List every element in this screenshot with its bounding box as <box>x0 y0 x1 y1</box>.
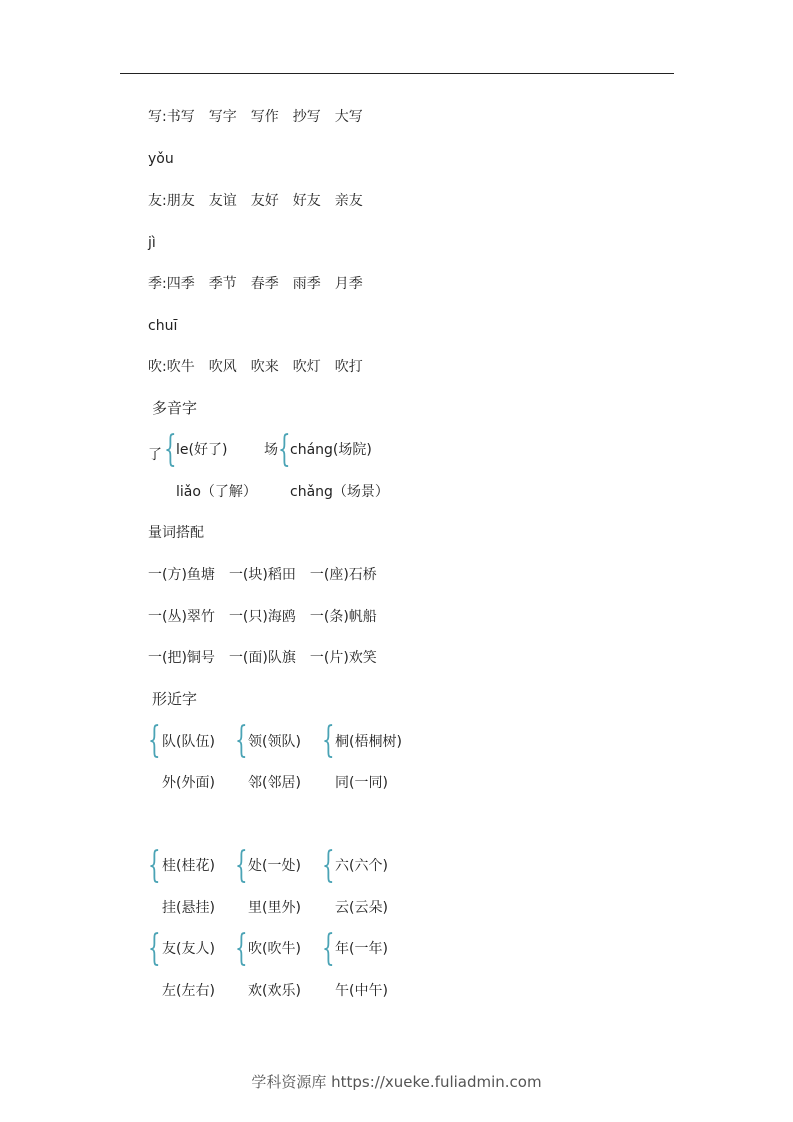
vocab-word: 季节 <box>208 276 237 292</box>
vocab-word: 写作 <box>250 109 279 125</box>
measure-item: 一(条)帆船 <box>309 609 377 625</box>
pinyin-you: yǒu <box>148 151 174 167</box>
similar-top: 友(友人) <box>162 941 215 957</box>
vocab-line-you <box>148 192 363 210</box>
vocab-word: 吹灯 <box>292 359 321 375</box>
vocab-word: 吹打 <box>334 359 363 375</box>
brace-icon: { <box>235 845 248 886</box>
similar-top: 年(一年) <box>335 941 388 957</box>
similar-top: 领(领队) <box>248 734 301 750</box>
vocab-line-xie <box>148 108 363 126</box>
similar-bottom: 欢(欢乐) <box>248 983 301 999</box>
vocab-word: 吹来 <box>250 359 279 375</box>
similar-top: 桂(桂花) <box>162 858 215 874</box>
brace-icon: { <box>278 429 291 470</box>
vocab-line-chui <box>148 358 363 376</box>
section-title-polyphonic: 多音字 <box>152 399 198 417</box>
measure-item: 一(块)稻田 <box>228 567 296 583</box>
brace-icon: { <box>148 720 161 761</box>
footer-watermark: 学科资源库 https://xueke.fuliadmin.com <box>251 1073 542 1091</box>
section-title-measure: 量词搭配 <box>148 525 204 541</box>
header-rule <box>120 73 674 74</box>
pinyin-chui: chuī <box>148 318 178 334</box>
vocab-word: 春季 <box>250 276 279 292</box>
brace-icon: { <box>235 928 248 969</box>
similar-bottom: 左(左右) <box>162 983 215 999</box>
vocab-word: 亲友 <box>334 193 363 209</box>
brace-icon: { <box>235 720 248 761</box>
similar-bottom: 云(云朵) <box>335 900 388 916</box>
vocab-head: 友:朋友 <box>148 193 195 209</box>
brace-icon: { <box>322 928 335 969</box>
similar-top: 吹(吹牛) <box>248 941 301 957</box>
measure-item: 一(座)石桥 <box>309 567 377 583</box>
vocab-word: 好友 <box>292 193 321 209</box>
measure-row <box>148 566 377 584</box>
similar-top: 队(队伍) <box>162 734 215 750</box>
measure-item: 一(片)欢笑 <box>309 650 377 666</box>
pinyin-ji: jì <box>148 235 156 251</box>
vocab-word: 月季 <box>334 276 363 292</box>
brace-icon: { <box>148 928 161 969</box>
poly-reading-2: chǎng（场景） <box>290 484 389 500</box>
measure-item: 一(面)队旗 <box>228 650 296 666</box>
similar-bottom: 里(里外) <box>248 900 301 916</box>
similar-bottom: 外(外面) <box>162 775 215 791</box>
similar-bottom: 同(一同) <box>335 775 388 791</box>
poly-char: 场 <box>264 442 278 458</box>
vocab-word: 写字 <box>208 109 237 125</box>
vocab-word: 友谊 <box>208 193 237 209</box>
measure-item: 一(丛)翠竹 <box>148 609 215 625</box>
vocab-head: 季:四季 <box>148 276 195 292</box>
vocab-word: 友好 <box>250 193 279 209</box>
vocab-line-ji <box>148 275 363 293</box>
poly-reading-1: cháng(场院) <box>290 442 372 458</box>
similar-bottom: 邻(邻居) <box>248 775 301 791</box>
vocab-head: 写:书写 <box>148 109 195 125</box>
brace-icon: { <box>322 720 335 761</box>
brace-icon: { <box>322 845 335 886</box>
poly-reading-1: le(好了) <box>176 442 228 458</box>
measure-row <box>148 608 377 626</box>
similar-top: 桐(梧桐树) <box>335 734 402 750</box>
similar-bottom: 午(中午) <box>335 983 388 999</box>
poly-reading-2: liǎo（了解） <box>176 484 257 500</box>
poly-char: 了 <box>148 447 162 463</box>
measure-item: 一(把)铜号 <box>148 650 215 666</box>
section-title-similar: 形近字 <box>152 690 198 708</box>
measure-item: 一(只)海鸥 <box>228 609 296 625</box>
brace-icon: { <box>148 845 161 886</box>
similar-bottom: 挂(悬挂) <box>162 900 215 916</box>
vocab-word: 抄写 <box>292 109 321 125</box>
vocab-word: 吹风 <box>208 359 237 375</box>
brace-icon: { <box>164 429 177 470</box>
vocab-head: 吹:吹牛 <box>148 359 195 375</box>
measure-row <box>148 649 377 667</box>
measure-item: 一(方)鱼塘 <box>148 567 215 583</box>
similar-top: 处(一处) <box>248 858 301 874</box>
vocab-word: 大写 <box>334 109 363 125</box>
vocab-word: 雨季 <box>292 276 321 292</box>
similar-top: 六(六个) <box>335 858 388 874</box>
